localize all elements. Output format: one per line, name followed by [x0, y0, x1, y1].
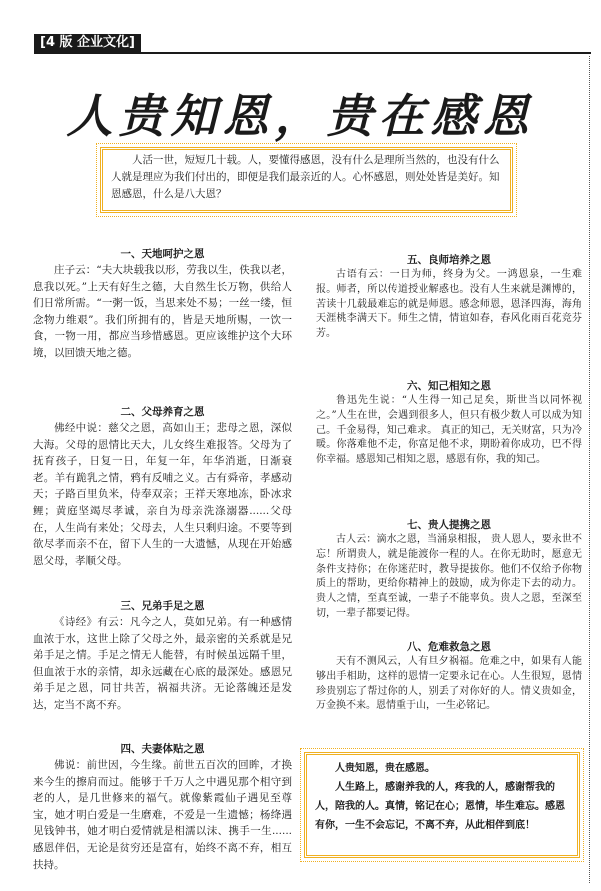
section-2: [33, 404, 292, 569]
section-title: 三、兄弟手足之恩: [120, 600, 205, 612]
section-body: 佛说：前世因，今生缘。前世五百次的回眸，才换来今生的擦肩而过。能够于千万人之中遇见那个相守到老的人，是几世修来的福气。就像紫霞仙子遇见至尊宝，她才明白爱是一生磨难，不爱是一生遗憾；杨绛遇见钱钟书，她才明白爱情就是相濡以沫、携手一生......感恩伴侣，无论是贫穷还是富有，始终不离不弃，相互扶持。: [33, 759, 292, 871]
issue-label: [4 版 企业文化]: [34, 34, 141, 52]
section-3: [33, 598, 292, 714]
section-title: 四、夫妻体贴之恩: [120, 743, 205, 755]
section-title: 七、贵人提携之恩: [407, 519, 491, 531]
section-body: 鲁迅先生说：“人生得一知己足矣，斯世当以同怀视之。”人生在世，会遇到很多人，但只有极少数人可以成为知己。千金易得，知己难求。 真正的知己，无关财富，只为冷暖。你落难他不走，你富足他不求，期盼着你成功，巴不得你幸福。感恩知己相知之恩，感恩有你，我的知己。: [316, 395, 582, 466]
section-body: 佛经中说：慈父之恩，高如山王；悲母之恩，深似大海。父母的恩情比天大，儿女终生难报答。父母为了抚育孩子，日复一日，年复一年，年华消逝，日渐衰老。羊有跪乳之情，鸦有反哺之义。古有舜帝，孝感动天；子路百里负米，侍奉双亲；王祥天寒地冻，卧冰求鲤；黄庭坚竭尽孝诚，亲自为母亲洗涤溺器......父母在，人生尚有来处；父母去，人生只剩归途。不要等到欲尽孝而亲不在，留下人生的一大遗憾，从现在开始感恩父母，孝顺父母。: [33, 422, 292, 567]
margin-dotted-rule: [589, 56, 590, 883]
closing-body: 人生路上，感谢养我的人，疼我的人，感谢帮我的人，陪我的人。真情，铭记在心；恩情，毕生难忘。感恩有你，一生不会忘记，不离不弃，从此相伴到底！: [315, 782, 565, 831]
closing-heading: 人贵知恩，贵在感恩。: [335, 763, 435, 774]
section-title: 八、危难救急之恩: [407, 641, 491, 653]
page-title: 人贵知恩，贵在感恩: [66, 89, 535, 143]
section-body: 《诗经》有云：凡今之人，莫如兄弟。有一种感情血浓于水，这世上除了父母之外，最亲密的关系就是兄弟手足之情。手足之情无人能替，有时候虽远隔千里，但血浓于水的亲情，却永远藏在心底的最深处。感恩兄弟手足之恩，同甘共苦，祸福共济。无论落魄还是发达，定当不离不弃。: [33, 616, 292, 711]
section-body: 庄子云：“夫大块载我以形，劳我以生，佚我以老，息我以死。”上天有好生之德，大自然生长万物，供给人们日常所需。“一粥一饭，当思来处不易；一丝一缕，恒念物力维艰”。我们所拥有的，皆是天地所赐，一饮一食，一物一用，都应当珍惜感恩。更应该维护这个大环境，以回馈天地之德。: [33, 264, 292, 359]
section-title: 五、良师培养之恩: [407, 254, 491, 266]
section-title: 六、知己相知之恩: [407, 380, 491, 392]
section-8: [316, 639, 582, 714]
section-body: 天有不测风云，人有旦夕祸福。危难之中，如果有人能够出手相助，这样的恩情一定要永记在心。人生很短，恩情珍贵别忘了帮过你的人，别丢了对你好的人。情义贵如金，万金换不来。恩情重于山，一生必铭记。: [316, 656, 582, 712]
section-body: 古人云：滴水之恩，当涌泉相报， 贵人恩人，要永世不忘！所谓贵人，就是能渡你一程的人。在你无助时，愿意无条件支持你；在你迷茫时，教导提拔你。他们不仅给予你物质上的帮助，更给你精神上的鼓励，成为你走下去的动力。贵人之情，至真至诚，一辈子不能辜负。贵人之恩，至深至切，一辈子都要记得。: [316, 534, 582, 619]
section-1: [33, 246, 292, 362]
closing-box: [304, 752, 580, 858]
section-6: [316, 378, 582, 468]
section-4: [33, 741, 292, 873]
section-5: [316, 252, 582, 342]
section-body: 古语有云：一日为师，终身为父。一鸿恩泉，一生难报。师者，所以传道授业解惑也。没有人生来就是渊博的，苦读十几载最难忘的就是师恩。感念师恩，恩泽四海，海角天涯桃李满天下。师生之情，情谊如春，春风化雨百花竞芬芳。: [316, 269, 582, 340]
section-title: 二、父母养育之恩: [120, 406, 205, 418]
header-rule: [34, 52, 591, 54]
intro-box: 人活一世，短短几十载。人，要懂得感恩，没有什么是理所当然的，也没有什么人就是理应为我们付出的，即便是我们最亲近的人。心怀感恩，则处处皆是美好。知恩感恩，什么是八大恩？: [100, 147, 513, 213]
section-title: 一、天地呵护之恩: [120, 248, 205, 260]
section-7: [316, 517, 582, 622]
